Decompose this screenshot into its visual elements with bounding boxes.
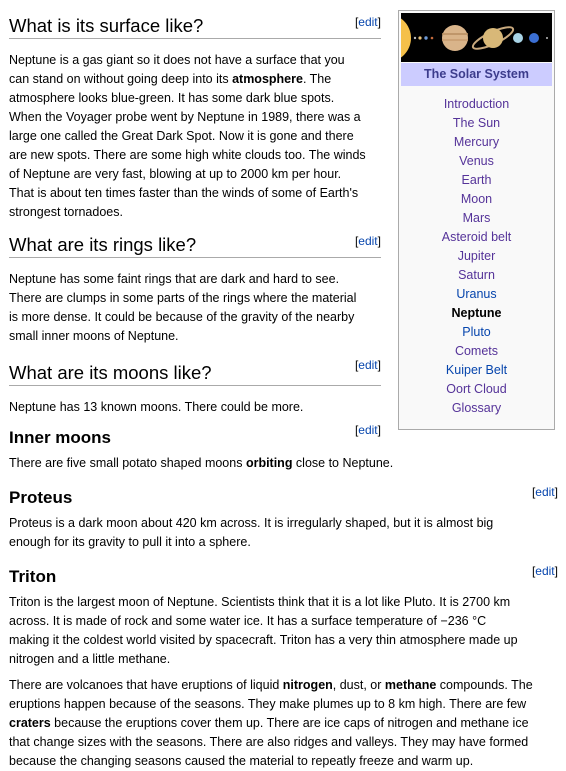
edit-link-proteus[interactable]: [edit] bbox=[531, 485, 558, 499]
text-fragment: There are volcanoes that have eruptions of liquid bbox=[9, 678, 283, 692]
navbox-item[interactable]: Earth bbox=[461, 173, 492, 187]
link-orbiting[interactable]: orbiting bbox=[245, 456, 293, 470]
navbox-list bbox=[399, 95, 554, 418]
text-fragment: , dust, or bbox=[332, 678, 385, 692]
text-line: Neptune has some faint rings that are dark and hard to see. bbox=[9, 272, 340, 286]
navbox-item[interactable]: Comets bbox=[454, 344, 499, 358]
text-line: are new spots. There are some high white clouds too. The winds bbox=[9, 148, 366, 162]
text-fragment: can stand on without going deep into its bbox=[9, 72, 233, 86]
heading-text: Triton bbox=[9, 567, 57, 586]
text-line: When the Voyager probe went by Neptune in 1989, there was a bbox=[9, 110, 361, 124]
navbox-item[interactable]: Mars bbox=[462, 211, 491, 225]
navbox-item[interactable]: Venus bbox=[459, 154, 494, 168]
navbox-item[interactable]: Mercury bbox=[453, 135, 500, 149]
paragraph-proteus bbox=[9, 514, 558, 552]
text-line: is more dense. It could be because of the gravity of the nearby bbox=[9, 310, 355, 324]
text-line: enough for its gravity to pull it into a sphere. bbox=[9, 535, 251, 549]
link-atmosphere[interactable]: atmosphere bbox=[232, 72, 303, 86]
navbox-item[interactable]: Pluto bbox=[462, 325, 491, 339]
navbox-item-current: Neptune bbox=[451, 306, 502, 320]
solar-system-navbox bbox=[398, 10, 555, 430]
navbox-item[interactable]: Asteroid belt bbox=[441, 230, 512, 244]
navbox-item[interactable]: Introduction bbox=[443, 97, 510, 111]
subsection-heading-triton bbox=[9, 566, 558, 588]
text-line: across. It is made of rock and some water ice. It has a surface temperature of −236 °C bbox=[9, 614, 487, 628]
subsection-heading-proteus bbox=[9, 487, 558, 509]
edit-link-text[interactable]: edit bbox=[535, 564, 555, 578]
solar-system-banner-image bbox=[401, 13, 552, 62]
heading-text: What is its surface like? bbox=[9, 15, 204, 36]
text-line: Neptune is a gas giant so it does not have a surface that you bbox=[9, 53, 345, 67]
navbox-item[interactable]: The Sun bbox=[452, 116, 501, 130]
section-heading-surface bbox=[9, 14, 381, 39]
text-line: that change sizes with the seasons. There are also ridges and valleys. They may have formed bbox=[9, 735, 529, 749]
text-line: nitrogen and a little methane. bbox=[9, 652, 171, 666]
edit-link-text[interactable]: edit bbox=[358, 15, 378, 29]
text-line: atmosphere looks blue-green. It has some dark blue spots. bbox=[9, 91, 335, 105]
heading-text: What are its moons like? bbox=[9, 362, 212, 383]
text-fragment: compounds. The bbox=[436, 678, 533, 692]
paragraph-triton-2 bbox=[9, 676, 558, 771]
text-line: Neptune has 13 known moons. There could be more. bbox=[9, 400, 304, 414]
text-line bbox=[9, 70, 381, 89]
navbox-item[interactable]: Kuiper Belt bbox=[445, 363, 508, 377]
text-fragment: . The bbox=[302, 72, 332, 86]
paragraph-moons bbox=[9, 398, 381, 417]
edit-link-surface[interactable]: [edit] bbox=[354, 15, 381, 29]
text-line: large one called the Great Dark Spot. Now it is gone and there bbox=[9, 129, 354, 143]
section-heading-rings bbox=[9, 233, 381, 258]
text-line: There are clumps in some parts of the rings where the material bbox=[9, 291, 357, 305]
edit-link-text[interactable]: edit bbox=[535, 485, 555, 499]
text-line: That is about ten times faster than the winds of some of Earth's bbox=[9, 186, 359, 200]
paragraph-rings bbox=[9, 270, 381, 346]
text-line: small inner moons of Neptune. bbox=[9, 329, 179, 343]
text-line: Triton is the largest moon of Neptune. Scientists think that it is a lot like Pluto. It is 2700 km bbox=[9, 595, 511, 609]
text-line: of Neptune are very fast, blowing at up to 2000 km per hour. bbox=[9, 167, 342, 181]
edit-link-inner-moons[interactable]: [edit] bbox=[354, 423, 381, 437]
subsection-heading-inner-moons bbox=[9, 423, 381, 449]
heading-text: Proteus bbox=[9, 488, 73, 507]
navbox-item[interactable]: Glossary bbox=[451, 401, 502, 415]
link-craters[interactable]: craters bbox=[9, 716, 51, 730]
text-line bbox=[9, 454, 558, 473]
edit-link-rings[interactable]: [edit] bbox=[354, 234, 381, 248]
edit-link-triton[interactable]: [edit] bbox=[531, 564, 558, 578]
section-heading-moons bbox=[9, 358, 381, 386]
text-fragment: because the eruptions cover them up. There are ice caps of nitrogen and methane ice bbox=[50, 716, 529, 730]
navbox-item[interactable]: Jupiter bbox=[457, 249, 496, 263]
edit-link-moons[interactable]: [edit] bbox=[354, 358, 381, 372]
paragraph-inner-moons bbox=[9, 454, 558, 473]
heading-text: What are its rings like? bbox=[9, 234, 197, 255]
text-line: making it the coldest world visited by spacecraft. Triton has a very thin atmosphere made up bbox=[9, 633, 518, 647]
text-fragment: There are five small potato shaped moons bbox=[9, 456, 246, 470]
edit-link-text[interactable]: edit bbox=[358, 358, 378, 372]
text-line: strongest tornadoes. bbox=[9, 205, 123, 219]
text-fragment: close to Neptune. bbox=[292, 456, 394, 470]
paragraph-surface bbox=[9, 51, 381, 222]
text-line: eruptions happen because of the seasons. They make plumes up to 8 km high. There are few bbox=[9, 697, 527, 711]
navbox-item[interactable]: Saturn bbox=[458, 268, 495, 282]
link-nitrogen[interactable]: nitrogen bbox=[282, 678, 333, 692]
text-line: because the changing seasons caused the material to repeatly freeze and warm up. bbox=[9, 754, 474, 768]
text-line: Proteus is a dark moon about 420 km across. It is irregularly shaped, but it is almost big bbox=[9, 516, 494, 530]
navbox-item[interactable]: Uranus bbox=[456, 287, 497, 301]
navbox-title[interactable]: The Solar System bbox=[401, 63, 552, 86]
link-methane[interactable]: methane bbox=[384, 678, 437, 692]
navbox-item[interactable]: Moon bbox=[460, 192, 493, 206]
text-line bbox=[9, 676, 558, 695]
edit-link-text[interactable]: edit bbox=[358, 234, 378, 248]
edit-link-text[interactable]: edit bbox=[358, 423, 378, 437]
solar-system-planets-icon bbox=[401, 13, 552, 62]
heading-text: Inner moons bbox=[9, 428, 112, 447]
navbox-item[interactable]: Oort Cloud bbox=[446, 382, 507, 396]
text-line bbox=[9, 714, 558, 733]
paragraph-triton-1 bbox=[9, 593, 558, 669]
